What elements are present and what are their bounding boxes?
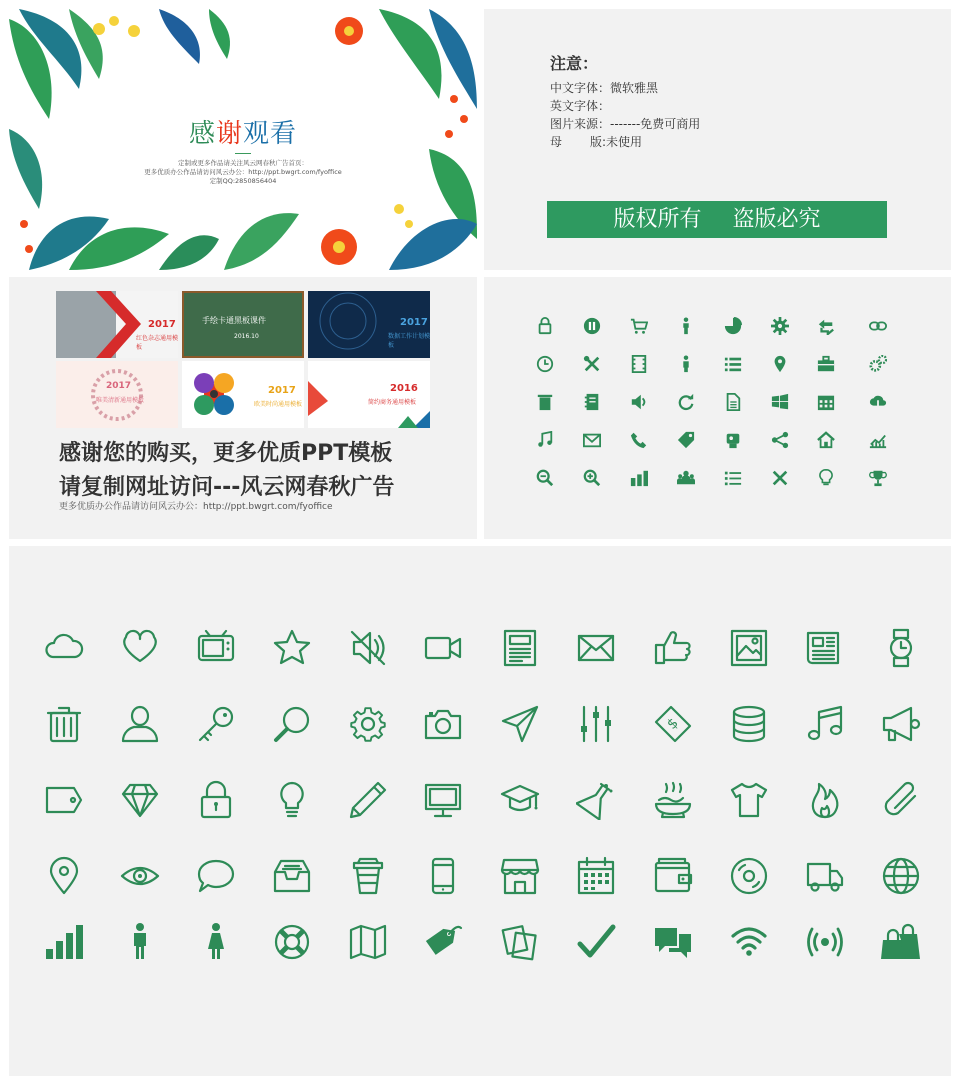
templates-slide [9,277,477,539]
megaphone-icon [881,704,921,744]
calendar-icon [817,393,835,411]
gears-icon [869,355,887,373]
key-icon [196,704,236,744]
picture-icon [729,628,769,668]
template-thumb[interactable]: 2016 简约商务通用模板 [308,361,430,428]
paper-plane-icon [500,704,540,744]
thanks-line-3: 定制QQ:2850856404 [209,177,277,185]
chat-icon [653,922,693,962]
newspaper-icon [500,628,540,668]
share-icon [771,431,789,449]
line-chart-icon [869,431,887,449]
light-bulb-icon [272,780,312,820]
bullet-list-icon [724,469,742,487]
truck-icon [805,856,845,896]
template-thumb[interactable]: 2017 数据工作计划模板 [308,291,430,358]
monitor-icon [423,780,463,820]
tag-icon [44,780,84,820]
thanks-line-1: 定制或更多作品请关注风云网春秋广告首页： [178,159,308,167]
notice-line: 英文字体： [550,99,611,113]
padlock-icon [196,780,236,820]
coffee-cup-icon [348,856,388,896]
male-icon [120,922,160,962]
database-icon [729,704,769,744]
map-icon [348,922,388,962]
refresh-icon [677,393,695,411]
template-thumb[interactable]: 2017 红色杂志通用模板 [56,291,178,358]
fire-icon [805,780,845,820]
notice-slide [484,9,951,270]
eye-icon [120,856,160,896]
cloud-icon [44,628,84,668]
thank-you-slide [9,9,477,270]
location-icon [44,856,84,896]
mail-icon [583,431,601,449]
trash-can-icon [44,704,84,744]
lock-icon [536,317,554,335]
broadcast-icon [805,922,845,962]
notebook-icon [583,393,601,411]
template-thumb[interactable]: 手绘卡通黑板课件 2016.10 [182,291,304,358]
notice-line: 母 版:未使用 [550,135,643,149]
envelope-icon [576,628,616,668]
map-pin-icon [771,355,789,373]
cloud-download-icon [869,393,887,411]
user-icon [120,704,160,744]
music-note-icon [805,704,845,744]
notice-block [550,51,700,151]
notice-line: 图片来源：-------免费可商用 [550,117,701,131]
music-icon [536,431,554,449]
large-icon-set [9,546,951,1076]
news-icon [805,628,845,668]
copyright-banner: 版权所有 盗版必究 [547,201,887,238]
globe-icon [881,856,921,896]
cards-icon [500,922,540,962]
briefcase-icon [817,355,835,373]
thanks-title: 感谢观看 [188,119,298,149]
noodles-icon [653,780,693,820]
cart-icon [630,317,648,335]
money-icon [653,704,693,744]
watch-icon [881,628,921,668]
close-icon [771,469,789,487]
flask-icon [576,780,616,820]
magnifier-icon [272,704,312,744]
wifi-icon [729,922,769,962]
list-icon [724,355,742,373]
video-camera-icon [423,628,463,668]
thanks-line-2: 更多优质办公作品请访问风云办公：http://ppt.bwgrt.com/fyoffice [144,168,342,176]
person-icon [677,317,695,335]
store-icon [500,856,540,896]
trash-icon [536,393,554,411]
pie-chart-icon [724,317,742,335]
trophy-icon [869,469,887,487]
calendar-grid-icon [576,856,616,896]
t-shirt-icon [729,780,769,820]
camera-icon [423,704,463,744]
mute-icon [348,628,388,668]
tags-icon [677,431,695,449]
clock-icon [536,355,554,373]
promo-text: 感谢您的购买，更多优质PPT模板 请复制网址访问---风云网春秋广告 [59,441,395,500]
female-icon [196,922,236,962]
signal-bars-icon [44,922,84,962]
pencil-icon [348,780,388,820]
group-icon [677,469,695,487]
inbox-icon [272,856,312,896]
promo-url: 更多优质办公作品请访问风云办公：http://ppt.bwgrt.com/fyoffice [59,502,333,512]
id-card-icon [724,431,742,449]
notice-line: 中文字体：微软雅黑 [550,81,659,95]
windows-icon [771,393,789,411]
svg-text:$: $ [664,715,682,733]
zoom-in-icon [583,469,601,487]
home-icon [817,431,835,449]
diamond-icon [120,780,160,820]
small-icon-set [484,277,951,539]
smartphone-icon [423,856,463,896]
paperclip-icon [881,780,921,820]
film-icon [630,355,648,373]
zoom-out-icon [536,469,554,487]
link-icon [869,317,887,335]
divider [235,153,251,154]
speech-bubble-icon [196,856,236,896]
speaker-icon [630,393,648,411]
lifebuoy-icon [272,922,312,962]
man-icon [677,355,695,373]
star-icon [272,628,312,668]
thumbs-up-icon [653,628,693,668]
pause-icon [583,317,601,335]
bulb-icon [817,469,835,487]
tv-icon [196,628,236,668]
phone-icon [630,431,648,449]
heart-icon [120,628,160,668]
tools-icon [583,355,601,373]
graduation-cap-icon [500,780,540,820]
template-thumb[interactable]: 2017 唯美清新通用模板 [56,361,178,428]
bar-chart-icon [630,469,648,487]
sliders-icon [576,704,616,744]
shopping-bags-icon [881,922,921,962]
gear-icon [771,317,789,335]
document-icon [724,393,742,411]
exchange-icon [817,317,835,335]
notice-title: 注意： [550,54,599,73]
wallet-icon [653,856,693,896]
check-icon [576,922,616,962]
price-tag-icon [423,922,463,962]
settings-icon [348,704,388,744]
template-thumb[interactable]: 2017 欧美时尚通用模板 [182,361,304,428]
disc-icon [729,856,769,896]
